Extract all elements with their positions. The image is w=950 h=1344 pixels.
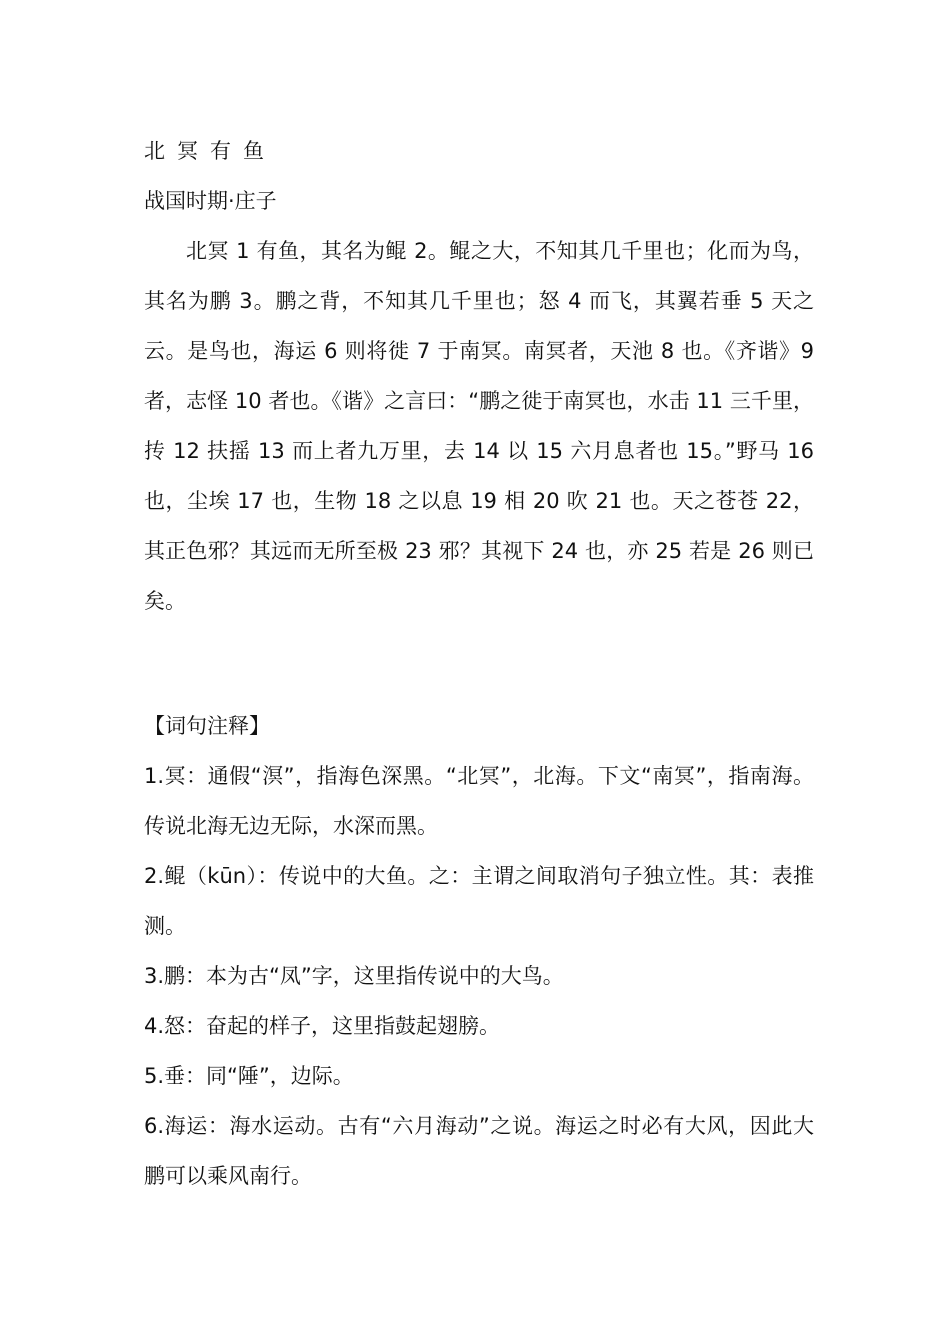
body-paragraph: 北冥 1 有鱼，其名为鲲 2。鲲之大，不知其几千里也；化而为鸟，其名为鹏 3。鹏之背，不知其几千里也；怒 4 而飞，其翼若垂 5 天之云。是鸟也，海运 6 则将徙 7 于南冥。南冥者，天池 8 也。《齐谐》9 者，志怪 10 者也。《谐》之言曰：“鹏之徙于南冥也，水击 11 三千里，抟 12 扶摇 13 而上者九万里，去 14 以 15 六月息者也 15。”野马 16 也，尘埃 17 也，生物 18 之以息 19 相 20 吹 21 也。天之苍苍 22，其正色邪？其远而无所至极 23 邪？其视下 24 也，亦 25 若是 26 则已矣。 [144, 239, 814, 613]
author-line: 战国时期·庄子 [144, 189, 277, 213]
note-item-3: 3.鹏：本为古“凤”字，这里指传说中的大鸟。 [144, 964, 564, 988]
note-item-1: 1.冥：通假“溟”，指海色深黑。“北冥”，北海。下文“南冥”，指南海。传说北海无边无际，水深而黑。 [144, 764, 814, 838]
poem-title: 北冥有鱼 [144, 139, 276, 163]
notes-heading: 【词句注释】 [144, 714, 270, 738]
note-item-6: 6.海运：海水运动。古有“六月海动”之说。海运之时必有大风，因此大鹏可以乘风南行。 [144, 1114, 814, 1188]
note-item-2: 2.鲲（kūn）：传说中的大鱼。之：主谓之间取消句子独立性。其：表推测。 [144, 864, 814, 938]
section-gap [144, 626, 814, 701]
document-page [144, 126, 814, 1201]
note-item-5: 5.垂：同“陲”，边际。 [144, 1064, 354, 1088]
note-item-4: 4.怒：奋起的样子，这里指鼓起翅膀。 [144, 1014, 501, 1038]
